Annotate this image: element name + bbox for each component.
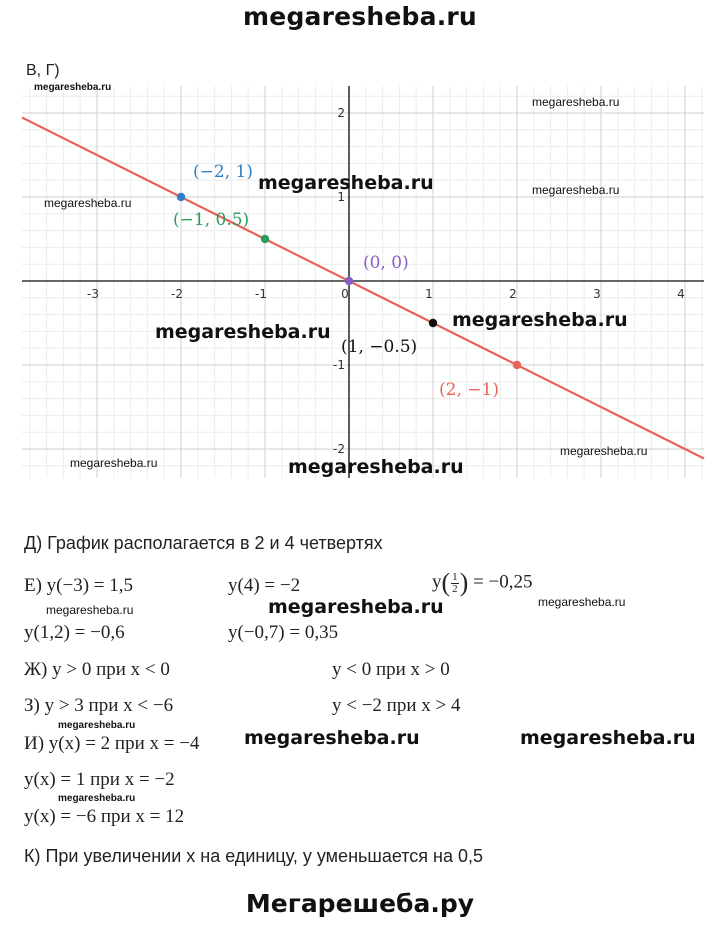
answer-e1: Е) y(−3) = 1,5 [24,575,134,596]
answer-z2: y < −2 при x > 4 [332,695,461,716]
data-point [513,361,521,369]
x-tick-label: 0 [341,287,349,301]
x-tick-label: 1 [425,287,433,301]
answer-zh1: Ж) y > 0 при x < 0 [24,659,170,680]
y-tick-label: -2 [333,442,345,456]
watermark: megaresheba.ru [520,727,696,749]
x-tick-label: 4 [677,287,685,301]
y-tick-label: 2 [337,106,345,120]
data-point [261,235,269,243]
data-point [345,277,353,285]
watermark: megaresheba.ru [560,444,648,458]
data-point [429,319,437,327]
answer-e4: y(1,2) = −0,6 [24,622,125,643]
answer-i2: y(x) = 1 при x = −2 [24,769,175,790]
answer-i3: y(x) = −6 при x = 12 [24,806,185,827]
answer-e3-prefix: y [432,571,442,593]
data-point [177,193,185,201]
watermark: megaresheba.ru [532,95,620,109]
watermark: megaresheba.ru [70,456,158,470]
x-tick-label: -2 [171,287,183,301]
x-tick-label: -3 [87,287,99,301]
watermark: megaresheba.ru [44,196,132,210]
answer-e5: y(−0,7) = 0,35 [228,622,339,643]
watermark: megaresheba.ru [258,172,434,194]
x-tick-label: 3 [593,287,601,301]
point-label: (2, −1) [439,380,499,400]
point-label: (0, 0) [363,253,409,273]
watermark: megaresheba.ru [288,456,464,478]
watermark: megaresheba.ru [244,727,420,749]
answer-d: Д) График располагается в 2 и 4 четвертях [24,533,383,553]
answer-e3-suffix: = −0,25 [473,571,533,593]
point-label: (−2, 1) [193,162,253,182]
answer-k: К) При увеличении x на единицу, y уменьшается на 0,5 [24,846,484,866]
watermark: megaresheba.ru [58,793,136,804]
site-title: megaresheba.ru [243,2,477,31]
fraction: $\frac{1}{2}$ [452,570,458,595]
watermark: megaresheba.ru [58,720,136,731]
watermark: megaresheba.ru [46,603,134,617]
watermark: megaresheba.ru [532,183,620,197]
watermark: megaresheba.ru [538,595,626,609]
y-tick-label: -1 [333,358,345,372]
watermark: megaresheba.ru [452,309,628,331]
point-label: (1, −0.5) [341,337,418,357]
part-label: В, Г) [26,62,60,79]
function-line [22,118,704,459]
site-footer-title: Мегарешеба.ру [245,889,475,918]
watermark: megaresheba.ru [34,82,112,93]
point-label: (−1, 0.5) [173,210,250,230]
watermark: megaresheba.ru [155,321,331,343]
answer-i1: И) y(x) = 2 при x = −4 [24,733,200,754]
x-tick-label: -1 [255,287,267,301]
answer-zh2: y < 0 при x > 0 [332,659,450,680]
watermark: megaresheba.ru [268,596,444,618]
answer-e3: y( $\frac{1}{2}$ ) = −0,25 [432,568,533,597]
y-tick-label: 1 [337,190,345,204]
x-tick-label: 2 [509,287,517,301]
answer-e2: y(4) = −2 [228,575,301,596]
answer-z1: З) y > 3 при x < −6 [24,695,174,716]
